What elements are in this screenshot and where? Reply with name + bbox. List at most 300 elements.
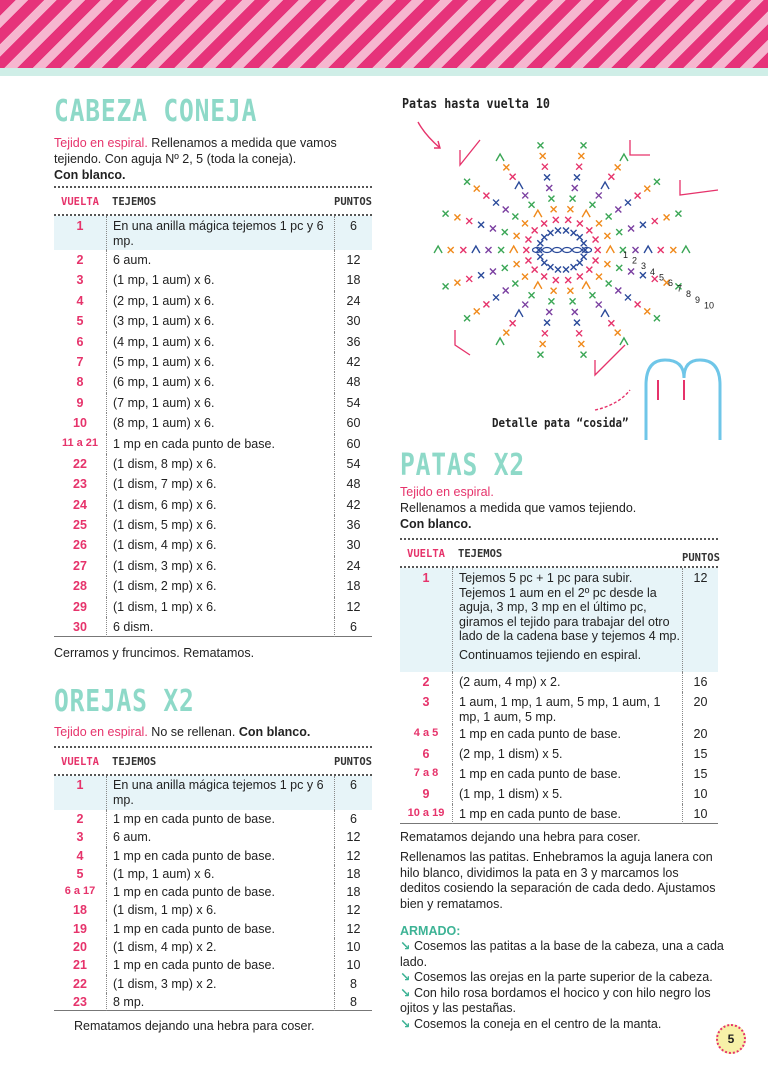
table-row (400, 744, 718, 764)
row-tejemos (106, 920, 334, 938)
row-tejemos-text: 1 mp en cada punto de base. (459, 727, 621, 741)
paw-stitch-icon (658, 380, 684, 400)
row-tejemos (106, 250, 334, 270)
row-vuelta: 2 (76, 812, 84, 826)
single-crochet-icon (654, 179, 660, 185)
patas-intro-pink: Tejido en espiral. (400, 485, 494, 499)
row-puntos: 6 (334, 810, 372, 828)
row-tejemos-text: Tejemos 5 pc + 1 pc para subir. Tejemos 1 aum en el 2º pc desde la aguja, 3 mp, 3 mp en el último pc, giramos el tejido para trabajar del otro lado de la cadena base y tejemos 4 mp. (459, 571, 680, 643)
table-row (54, 883, 372, 901)
row-tejemos-text: (1 mp, 1 aum) x 6. (113, 273, 215, 288)
single-crochet-icon (464, 315, 470, 321)
single-crochet-icon (640, 222, 646, 228)
row-vuelta: 30 (73, 620, 87, 635)
orejas-intro-bold: Con blanco. (238, 725, 311, 739)
single-crochet-icon (537, 254, 543, 260)
round-number: 3 (641, 261, 647, 272)
single-crochet-icon (503, 330, 509, 336)
single-crochet-icon (498, 247, 504, 253)
row-vuelta: 23 (73, 477, 87, 492)
row-puntos: 15 (682, 744, 718, 764)
page-number: 5 (716, 1024, 746, 1054)
row-tejemos (106, 270, 334, 290)
increase-stitch-icon (682, 246, 690, 253)
row-tejemos (106, 495, 334, 515)
row-vuelta: 7 a 8 (413, 767, 439, 779)
table-row (54, 975, 372, 993)
single-crochet-icon (454, 280, 460, 286)
single-crochet-icon (490, 269, 496, 275)
single-crochet-icon (615, 207, 621, 213)
row-vuelta: 28 (73, 579, 87, 594)
single-crochet-icon (628, 269, 634, 275)
single-crochet-icon (486, 247, 492, 253)
single-crochet-icon (586, 227, 592, 233)
row-vuelta: 6 (422, 747, 430, 761)
row-tejemos (452, 672, 682, 692)
row-tejemos-text: (1 dism, 8 mp) x 6. (113, 456, 217, 471)
single-crochet-icon (478, 222, 484, 228)
row-puntos: 10 (682, 784, 718, 804)
row-tejemos (106, 216, 334, 250)
chain-stitch-icon (553, 248, 562, 253)
row-tejemos (106, 883, 334, 901)
row-puntos: 54 (334, 454, 372, 474)
patas-intro-bold: Con blanco. (400, 517, 472, 531)
single-crochet-icon (493, 294, 499, 300)
table-row (54, 393, 372, 413)
patas-table (400, 538, 718, 824)
row-vuelta: 5 (76, 314, 84, 329)
single-crochet-icon (541, 274, 547, 280)
armado-item (400, 970, 725, 986)
row-tejemos-text: (1 dism, 4 mp) x 6. (113, 538, 217, 553)
row-vuelta: 6 a 17 (64, 885, 96, 898)
single-crochet-icon (537, 142, 543, 148)
single-crochet-icon (567, 288, 573, 294)
row-tejemos-text: En una anilla mágica tejemos 1 pc y 6 mp. (113, 219, 324, 248)
turn-bracket-icon (455, 330, 470, 355)
increase-stitch-icon (606, 246, 614, 253)
single-crochet-icon (670, 247, 676, 253)
row-tejemos (106, 556, 334, 576)
armado-arrow-icon: ↘ (400, 970, 414, 984)
single-crochet-icon (529, 292, 535, 298)
single-crochet-icon (606, 281, 612, 287)
header-vuelta: VUELTA (407, 548, 445, 560)
row-tejemos (106, 352, 334, 372)
round-number: 5 (659, 272, 665, 283)
single-crochet-icon (503, 287, 509, 293)
single-crochet-icon (522, 220, 528, 226)
row-puntos: 42 (334, 495, 372, 515)
patas-title: PATAS X2 (400, 448, 526, 483)
row-tejemos-text: 1 mp en cada punto de base. (113, 921, 275, 936)
table-row (54, 810, 372, 828)
table-row (400, 672, 718, 692)
table-row (54, 515, 372, 535)
single-crochet-icon (525, 237, 531, 243)
single-crochet-icon (572, 309, 578, 315)
header-tejemos: TEJEMOS (458, 548, 503, 560)
armado-arrow-icon: ↘ (400, 939, 414, 953)
single-crochet-icon (510, 320, 516, 326)
table-row (54, 576, 372, 596)
single-crochet-icon (555, 228, 561, 234)
patas-intro-text: Rellenamos a medida que vamos tejiendo. (400, 501, 637, 515)
single-crochet-icon (565, 217, 571, 223)
row-vuelta: 4 (76, 293, 84, 308)
row-tejemos (452, 784, 682, 804)
single-crochet-icon (443, 211, 449, 217)
single-crochet-icon (589, 292, 595, 298)
row-tejemos-text: (6 mp, 1 aum) x 6. (113, 375, 215, 390)
single-crochet-icon (546, 185, 552, 191)
single-crochet-icon (474, 308, 480, 314)
single-crochet-icon (664, 214, 670, 220)
row-puntos: 20 (682, 724, 718, 744)
single-crochet-icon (574, 174, 580, 180)
single-crochet-icon (464, 179, 470, 185)
table-row (54, 617, 372, 637)
single-crochet-icon (443, 283, 449, 289)
single-crochet-icon (493, 200, 499, 206)
single-crochet-icon (577, 274, 583, 280)
table-row (54, 413, 372, 433)
single-crochet-icon (547, 230, 553, 236)
table-row (400, 804, 718, 824)
detail-arrow-icon (595, 390, 630, 410)
row-puntos: 6 (334, 776, 372, 810)
single-crochet-icon (551, 206, 557, 212)
armado-list (400, 939, 725, 1032)
single-crochet-icon (567, 206, 573, 212)
table-row (54, 776, 372, 810)
row-tejemos-text: 1 mp en cada punto de base. (113, 958, 275, 973)
row-tejemos (452, 692, 682, 724)
table-row (54, 920, 372, 938)
row-puntos: 12 (334, 901, 372, 919)
chain-stitch-icon (563, 248, 572, 253)
table-header (54, 186, 372, 216)
row-vuelta: 25 (73, 518, 87, 533)
cabeza-title: CABEZA CONEJA (54, 94, 258, 129)
single-crochet-icon (544, 174, 550, 180)
orejas-table (54, 746, 372, 1011)
row-vuelta: 8 (76, 375, 84, 390)
row-puntos: 48 (334, 474, 372, 494)
row-vuelta: 3 (422, 695, 430, 709)
table-row (54, 474, 372, 494)
round-number: 7 (677, 283, 683, 294)
row-vuelta: 20 (73, 940, 87, 955)
row-tejemos-text: (1 dism, 1 mp) x 6. (113, 903, 217, 918)
round-number: 1 (623, 250, 629, 260)
row-tejemos-text: (1 dism, 5 mp) x 6. (113, 518, 217, 533)
row-tejemos-text: (1 mp, 1 dism) x 5. (459, 787, 563, 801)
row-puntos: 24 (334, 291, 372, 311)
single-crochet-icon (541, 220, 547, 226)
increase-stitch-icon (620, 338, 628, 345)
table-row (54, 372, 372, 392)
row-tejemos (106, 810, 334, 828)
table-row (54, 352, 372, 372)
single-crochet-icon (644, 308, 650, 314)
row-vuelta: 21 (73, 958, 87, 973)
single-crochet-icon (448, 247, 454, 253)
armado-item-text: Cosemos la coneja en el centro de la manta. (413, 1016, 662, 1031)
single-crochet-icon (541, 234, 547, 240)
single-crochet-icon (577, 260, 583, 266)
row-tejemos-text: (1 dism, 3 mp) x 6. (113, 558, 217, 573)
row-puntos: 15 (682, 764, 718, 784)
row-tejemos (106, 372, 334, 392)
row-vuelta: 18 (73, 903, 87, 918)
patas-footer-1: Rematamos dejando una hebra para coser. (400, 830, 641, 844)
row-vuelta: 1 (76, 219, 84, 233)
row-tejemos (106, 975, 334, 993)
armado-item (400, 1017, 725, 1033)
single-crochet-icon (644, 186, 650, 192)
row-tejemos (106, 597, 334, 617)
row-tejemos-text: 6 aum. (113, 830, 152, 845)
single-crochet-icon (570, 196, 576, 202)
single-crochet-icon (490, 225, 496, 231)
single-crochet-icon (570, 298, 576, 304)
increase-stitch-icon (601, 182, 609, 189)
row-tejemos-text: (3 mp, 1 aum) x 6. (113, 314, 215, 329)
row-puntos: 30 (334, 535, 372, 555)
single-crochet-icon (625, 200, 631, 206)
single-crochet-icon (593, 237, 599, 243)
row-tejemos (106, 828, 334, 846)
row-tejemos (106, 956, 334, 974)
row-vuelta: 24 (73, 497, 87, 512)
row-vuelta: 5 (76, 866, 84, 881)
table-row (54, 291, 372, 311)
row-tejemos-text: (1 dism, 4 mp) x 2. (113, 940, 217, 955)
row-tejemos-text: (2 mp, 1 dism) x 5. (459, 747, 563, 761)
row-puntos: 6 (334, 216, 372, 250)
round-number: 6 (668, 278, 674, 288)
cabeza-table (54, 186, 372, 637)
row-vuelta: 27 (73, 558, 87, 573)
orejas-intro (54, 724, 374, 740)
table-row (54, 847, 372, 865)
table-row (54, 332, 372, 352)
single-crochet-icon (572, 185, 578, 191)
table-row (54, 535, 372, 555)
row-puntos: 18 (334, 865, 372, 883)
single-crochet-icon (589, 202, 595, 208)
row-puntos: 60 (334, 413, 372, 433)
single-crochet-icon (577, 234, 583, 240)
row-vuelta: 19 (73, 921, 87, 936)
increase-stitch-icon (515, 310, 523, 317)
single-crochet-icon (581, 240, 587, 246)
row-vuelta: 22 (73, 456, 87, 471)
row-vuelta: 2 (422, 675, 430, 689)
single-crochet-icon (615, 164, 621, 170)
increase-stitch-icon (496, 154, 504, 161)
row-vuelta: 11 a 21 (61, 436, 99, 449)
single-crochet-icon (563, 266, 569, 272)
single-crochet-icon (596, 274, 602, 280)
round-number: 8 (686, 289, 692, 300)
single-crochet-icon (615, 330, 621, 336)
single-crochet-icon (553, 217, 559, 223)
table-row (54, 865, 372, 883)
single-crochet-icon (540, 341, 546, 347)
arrow-icon (418, 122, 440, 148)
increase-stitch-icon (601, 310, 609, 317)
increase-stitch-icon (582, 282, 590, 289)
row-tejemos (452, 744, 682, 764)
table-row (54, 938, 372, 956)
table-row (54, 495, 372, 515)
row-tejemos-text: 1 aum, 1 mp, 1 aum, 5 mp, 1 aum, 1 mp, 1 aum, 5 mp. (459, 695, 661, 724)
single-crochet-icon (514, 261, 520, 267)
header-puntos: PUNTOS (334, 196, 372, 208)
diagram-title: Patas hasta vuelta 10 (402, 97, 550, 112)
single-crochet-icon (503, 207, 509, 213)
row-tejemos (106, 434, 334, 454)
row-tejemos-text: 1 mp en cada punto de base. (459, 767, 621, 781)
row-tejemos (452, 724, 682, 744)
row-vuelta: 22 (73, 976, 87, 991)
header-tejemos: TEJEMOS (112, 756, 157, 768)
cabeza-intro-bold: Con blanco. (54, 168, 126, 182)
row-tejemos (106, 938, 334, 956)
row-vuelta: 4 (76, 848, 84, 863)
row-tejemos-text: (1 dism, 3 mp) x 2. (113, 976, 217, 991)
table-row (54, 454, 372, 474)
table-row (400, 784, 718, 804)
single-crochet-icon (633, 247, 639, 253)
row-puntos: 10 (334, 956, 372, 974)
chain-stitch-icon (573, 248, 582, 253)
single-crochet-icon (576, 164, 582, 170)
row-tejemos (106, 393, 334, 413)
row-puntos: 36 (334, 515, 372, 535)
patas-footer-2: Rellenamos las patitas. Enhebramos la aguja lanera con hilo blanco, dividimos la pata en 3 y marcamos los deditos cosiendo la separación de cada dedo. Ajustamos bien y rematamos. (400, 850, 716, 911)
single-crochet-icon (581, 142, 587, 148)
increase-stitch-icon (582, 210, 590, 217)
single-crochet-icon (652, 218, 658, 224)
row-vuelta: 9 (76, 395, 84, 410)
row-vuelta: 3 (76, 273, 84, 288)
armado-item-text: Cosemos las patitas a la base de la cabeza, una a cada lado. (400, 939, 724, 969)
armado-arrow-icon: ↘ (400, 985, 414, 1000)
increase-stitch-icon (434, 246, 442, 253)
single-crochet-icon (586, 267, 592, 273)
row-vuelta: 9 (422, 787, 430, 801)
single-crochet-icon (532, 267, 538, 273)
single-crochet-icon (571, 230, 577, 236)
header-vuelta: VUELTA (61, 196, 99, 208)
single-crochet-icon (608, 320, 614, 326)
row-vuelta: 6 (76, 334, 84, 349)
row-tejemos (106, 576, 334, 596)
increase-stitch-icon (620, 154, 628, 161)
table-row (54, 901, 372, 919)
single-crochet-icon (514, 233, 520, 239)
row-puntos: 12 (334, 920, 372, 938)
row-puntos: 8 (334, 993, 372, 1011)
single-crochet-icon (532, 227, 538, 233)
increase-stitch-icon (472, 246, 480, 253)
single-crochet-icon (502, 229, 508, 235)
single-crochet-icon (578, 153, 584, 159)
row-vuelta: 23 (73, 994, 87, 1009)
row-tejemos (106, 847, 334, 865)
table-row (400, 568, 718, 672)
increase-stitch-icon (644, 246, 652, 253)
turn-bracket-icon (630, 140, 650, 155)
row-vuelta: 7 (76, 354, 84, 369)
table-row (400, 692, 718, 724)
single-crochet-icon (537, 352, 543, 358)
table-row (54, 270, 372, 290)
row-tejemos-text: 6 dism. (113, 620, 154, 635)
turn-bracket-icon (595, 345, 625, 375)
row-puntos: 12 (334, 597, 372, 617)
single-crochet-icon (555, 266, 561, 272)
cabeza-intro-text: Rellenamos a medida que vamos tejiendo. Con aguja Nº 2, 5 (toda la coneja). (54, 136, 337, 166)
single-crochet-icon (628, 225, 634, 231)
single-crochet-icon (606, 213, 612, 219)
round-number: 2 (632, 255, 638, 266)
single-crochet-icon (525, 257, 531, 263)
table-row (54, 828, 372, 846)
row-tejemos-text: (1 dism, 2 mp) x 6. (113, 579, 217, 594)
single-crochet-icon (640, 272, 646, 278)
single-crochet-icon (595, 247, 601, 253)
armado-item (400, 986, 725, 1017)
single-crochet-icon (635, 193, 641, 199)
row-puntos: 6 (334, 617, 372, 637)
single-crochet-icon (675, 211, 681, 217)
row-tejemos-text: (7 mp, 1 aum) x 6. (113, 395, 215, 410)
round-number: 4 (650, 266, 656, 277)
row-puntos: 12 (334, 828, 372, 846)
single-crochet-icon (478, 272, 484, 278)
orejas-intro-text: No se rellenan. (147, 725, 239, 739)
single-crochet-icon (529, 202, 535, 208)
row-vuelta: 3 (76, 830, 84, 845)
round-number: 10 (704, 300, 715, 311)
increase-stitch-icon (534, 282, 542, 289)
row-tejemos-text: (4 mp, 1 aum) x 6. (113, 334, 215, 349)
single-crochet-icon (577, 220, 583, 226)
single-crochet-icon (466, 276, 472, 282)
single-crochet-icon (454, 214, 460, 220)
row-tejemos-text: 1 mp en cada punto de base. (113, 885, 275, 900)
row-puntos: 18 (334, 883, 372, 901)
single-crochet-icon (460, 247, 466, 253)
turn-bracket-icon (680, 180, 718, 195)
table-row (54, 993, 372, 1011)
increase-stitch-icon (515, 182, 523, 189)
increase-stitch-icon (510, 246, 518, 253)
single-crochet-icon (596, 192, 602, 198)
row-vuelta: 29 (73, 599, 87, 614)
single-crochet-icon (474, 186, 480, 192)
cabeza-intro (54, 135, 369, 183)
single-crochet-icon (548, 196, 554, 202)
chain-stitch-icon (543, 248, 552, 253)
single-crochet-icon (593, 257, 599, 263)
